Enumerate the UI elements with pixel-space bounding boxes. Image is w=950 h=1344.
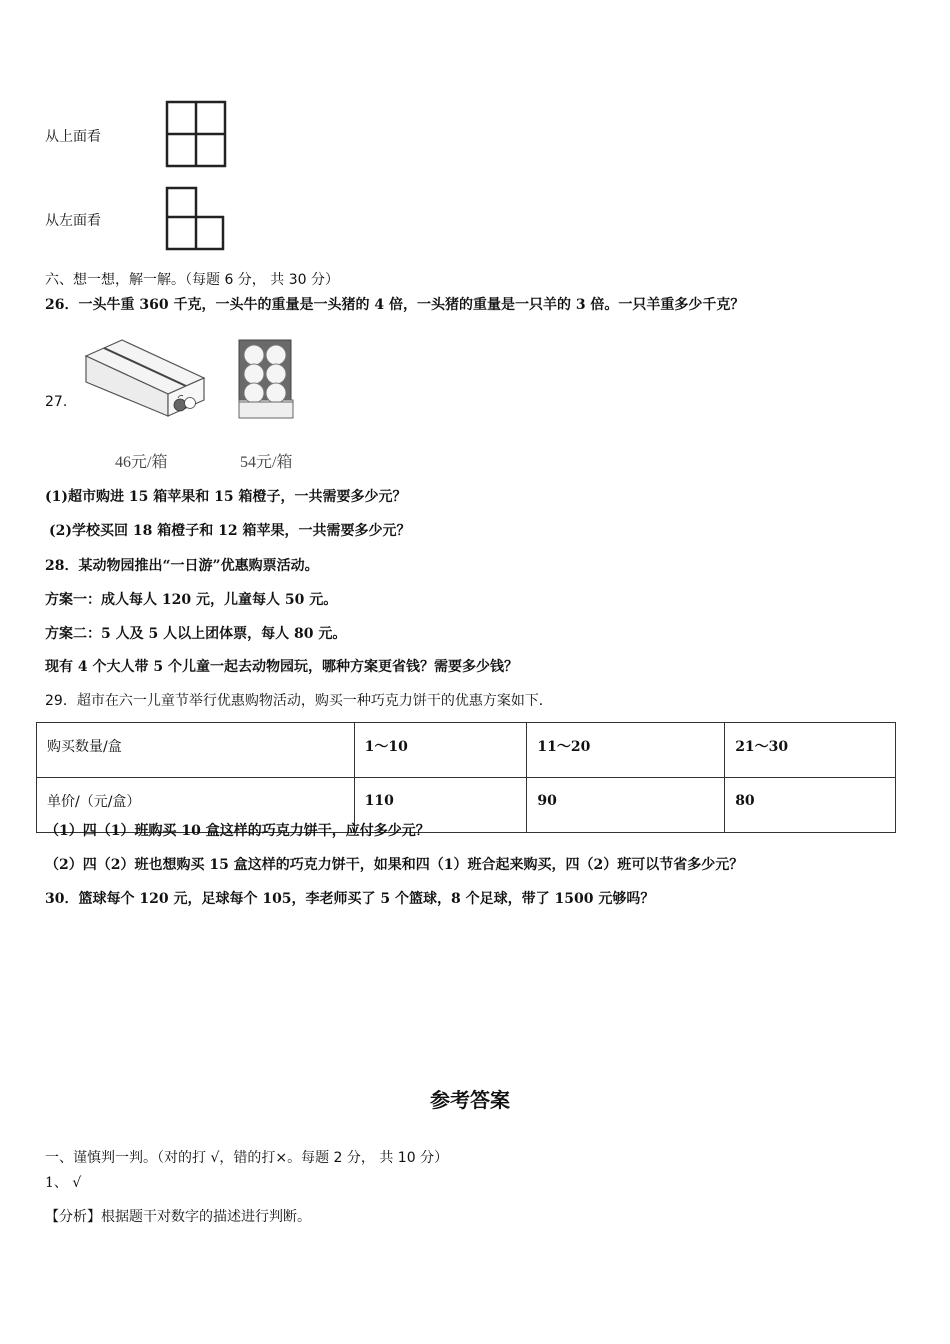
apple-box-price: 46元/箱: [115, 454, 168, 471]
question-28-plan-2: 方案二：5 人及 5 人以上团体票，每人 80 元。: [45, 626, 347, 642]
view-left-label: 从左面看: [45, 213, 101, 229]
answer-item-1: 1、 √: [45, 1175, 82, 1191]
table-cell: 单价/（元/盒）: [37, 778, 355, 833]
orange-box-icon: [235, 338, 297, 424]
answer-analysis: 【分析】根据题干对数字的描述进行判断。: [45, 1209, 311, 1225]
table-cell: 110: [354, 778, 527, 833]
question-29-intro: 29．超市在六一儿童节举行优惠购物活动，购买一种巧克力饼干的优惠方案如下．: [45, 693, 553, 709]
view-top-label: 从上面看: [45, 129, 101, 145]
table-cell: 购买数量/盒: [37, 723, 355, 778]
question-26: 26．一头牛重 360 千克，一头牛的重量是一头猪的 4 倍，一头猪的重量是一只羊的 3 倍。一只羊重多少千克？: [45, 297, 745, 313]
table-row: [37, 723, 896, 778]
section-6-heading: 六、想一想，解一解。（每题 6 分， 共 30 分）: [45, 272, 339, 288]
question-28-intro: 28．某动物园推出“一日游”优惠购票活动。: [45, 558, 319, 574]
question-27-number: 27.: [45, 394, 68, 410]
table-cell: 90: [527, 778, 725, 833]
left-view-shape-icon: [165, 186, 227, 256]
table-cell: 80: [725, 778, 896, 833]
top-view-grid-icon: [165, 100, 227, 172]
question-29-part-2: （2）四（2）班也想购买 15 盒这样的巧克力饼干，如果和四（1）班合起来购买，四（2）班可以节省多少元？: [45, 857, 744, 873]
table-cell: 1～10: [354, 723, 527, 778]
table-cell: 21～30: [725, 723, 896, 778]
question-27-part-1: (1)超市购进 15 箱苹果和 15 箱橙子，一共需要多少元？: [45, 489, 407, 505]
question-28-plan-1: 方案一：成人每人 120 元，儿童每人 50 元。: [45, 592, 338, 608]
question-30: 30．篮球每个 120 元，足球每个 105，李老师买了 5 个篮球，8 个足球，带了 1500 元够吗？: [45, 891, 655, 907]
table-cell: 11～20: [527, 723, 725, 778]
question-29-part-1: （1）四（1）班购买 10 盒这样的巧克力饼干，应付多少元？: [45, 823, 430, 839]
answers-section-1-heading: 一、谨慎判一判。（对的打 √，错的打×。每题 2 分， 共 10 分）: [45, 1150, 449, 1166]
question-27-part-2: (2)学校买回 18 箱橙子和 12 箱苹果，一共需要多少元？: [49, 523, 411, 539]
question-28-question: 现有 4 个大人带 5 个儿童一起去动物园玩，哪种方案更省钱？需要多少钱？: [45, 659, 518, 675]
answers-title: 参考答案: [430, 1088, 510, 1112]
apple-box-icon: [82, 338, 208, 422]
price-table: [36, 722, 896, 833]
orange-box-price: 54元/箱: [240, 454, 293, 471]
